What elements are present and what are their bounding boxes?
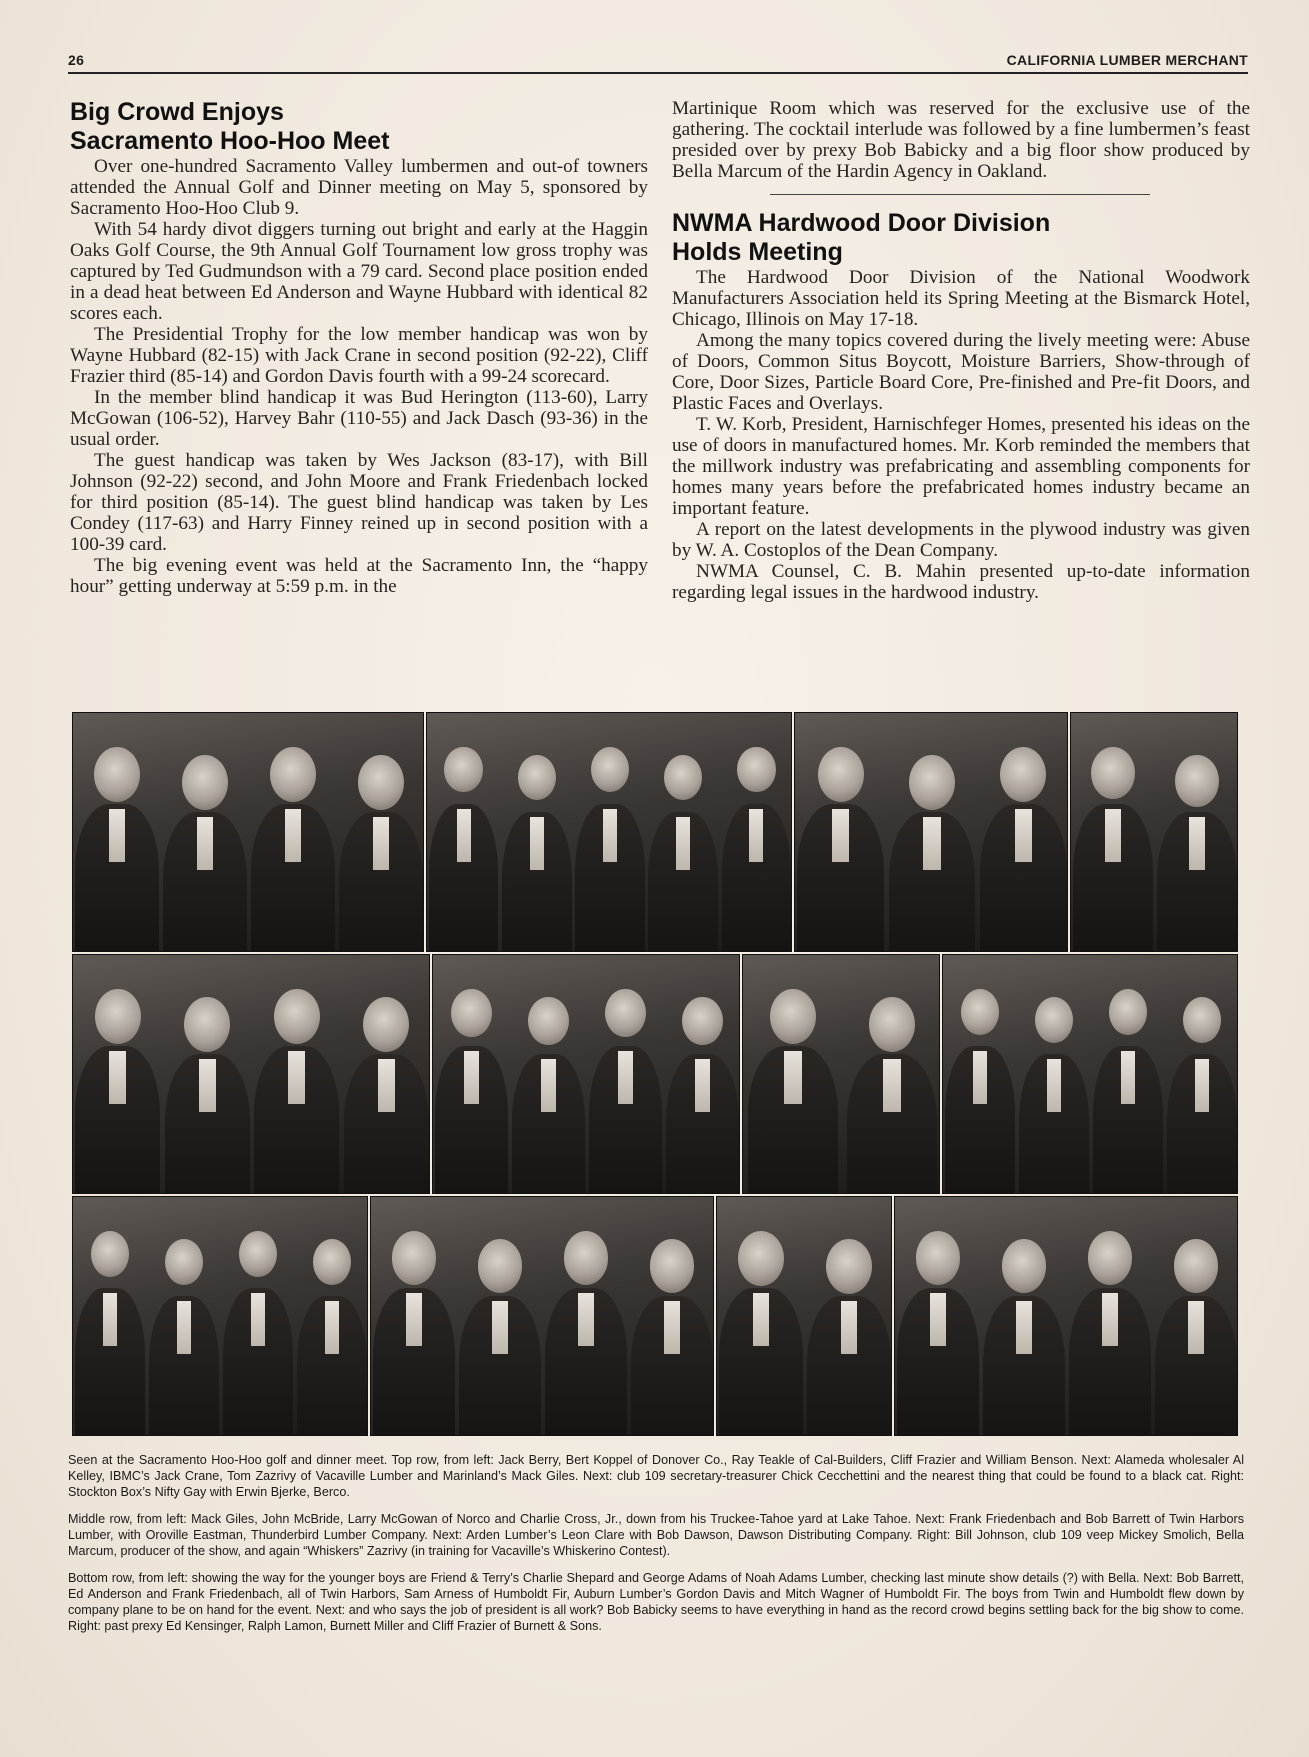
article-divider — [770, 194, 1150, 195]
photo-captions — [68, 1452, 1244, 1645]
article1-headline-line2: Sacramento Hoo-Hoo Meet — [70, 127, 390, 155]
left-column — [70, 98, 648, 597]
page-header — [68, 50, 1248, 74]
article1-paragraph-tail: Martinique Room which was reserved for the exclusive use of the gathering. The cocktail interlude was followed by a fine lumbermen’s feast presided over by prexy Bob Babicky and a big floor show produced by Bella Marcum of the Hardin Agency in Oakland. — [672, 98, 1250, 182]
photo-middle-next-2 — [742, 954, 940, 1194]
article2-headline-line2: Holds Meeting — [672, 238, 843, 266]
photo-bottom-next — [370, 1196, 714, 1436]
caption-bottom-row: Bottom row, from left: showing the way for the younger boys are Friend & Terry’s Charlie Shepard and George Adams of Noah Adams Lumber, checking last minute show details (?) with Bella. Next: Bob Barrett, Ed Anderson and Frank Friedenbach, all of Twin Harbors, Sam Arness of Humboldt Fir, Auburn Lumber’s Gordon Davis and Mitch Wagner of Humboldt Fir. The boys from Twin and Humboldt flew down by company plane to be on hand for the event. Next: and who says the job of president is all work? Bob Babicky seems to have everything in hand as the record crowd begins settling back for the big show to come. Right: past prexy Ed Kensinger, Ralph Lamon, Burnett Miller and Cliff Frazier of Burnett & Sons. — [68, 1571, 1244, 1633]
publication-name: CALIFORNIA LUMBER MERCHANT — [1006, 52, 1248, 68]
article2-paragraph: Among the many topics covered during the lively meeting were: Abuse of Doors, Common Situs Boycott, Moisture Barriers, Show-through of Core, Door Sizes, Particle Board Core, Pre-finished and Pre-fit Doors, and Plastic Faces and Overlays. — [672, 330, 1250, 414]
article1-paragraph: The guest handicap was taken by Wes Jackson (83-17), with Bill Johnson (92-22) second, and John Moore and Frank Friedenbach locked for third position (85-14). The guest blind handicap was taken by Les Condey (117-63) and Harry Finney reined up in second position with a 100-39 card. — [70, 450, 648, 555]
article2-paragraph: T. W. Korb, President, Harnischfeger Homes, presented his ideas on the use of doors in manufactured homes. Mr. Korb reminded the members that the millwork industry was prefabricating and assembling components for homes many years before the prefabricated homes industry became an important feature. — [672, 414, 1250, 519]
article1-headline-line1: Big Crowd Enjoys — [70, 98, 284, 126]
article1-paragraph-continued: The big evening event was held at the Sacramento Inn, the “happy hour” getting underway at 5:59 p.m. in the — [70, 555, 648, 597]
article2-paragraph: NWMA Counsel, C. B. Mahin presented up-to-date information regarding legal issues in the hardwood industry. — [672, 561, 1250, 603]
article2-headline-line1: NWMA Hardwood Door Division — [672, 209, 1051, 237]
article1-paragraph: In the member blind handicap it was Bud Herington (113-60), Larry McGowan (106-52), Harvey Bahr (110-55) and Jack Dasch (93-36) in the usual order. — [70, 387, 648, 450]
photo-bottom-left — [72, 1196, 368, 1436]
article1-paragraph: The Presidential Trophy for the low member handicap was won by Wayne Hubbard (82-15) with Jack Crane in second position (92-22), Cliff Frazier third (85-14) and Gordon Davis fourth with a 99-24 scorecard. — [70, 324, 648, 387]
article2-headline — [672, 209, 1250, 267]
page-number: 26 — [68, 52, 85, 68]
article2-paragraph: The Hardwood Door Division of the National Woodwork Manufacturers Association held its Spring Meeting at the Bismarck Hotel, Chicago, Illinois on May 17-18. — [672, 267, 1250, 330]
caption-top-row: Seen at the Sacramento Hoo-Hoo golf and dinner meet. Top row, from left: Jack Berry, Bert Koppel of Donover Co., Ray Teakle of Cal-Builders, Cliff Frazier and William Benson. Next: Alameda wholesaler Al Kelley, IBMC’s Jack Crane, Tom Zazrivy of Vacaville Lumber and Marinland’s Mack Giles. Next: club 109 secretary-treasurer Chick Cecchettini and the nearest thing that could be found to a black cat. Right: Stockton Box’s Nifty Gay with Erwin Bjerke, Berco. — [68, 1453, 1244, 1499]
photo-top-left — [72, 712, 424, 952]
photo-top-right — [1070, 712, 1238, 952]
photo-middle-right — [942, 954, 1238, 1194]
photo-top-next-2 — [794, 712, 1068, 952]
photo-middle-next — [432, 954, 740, 1194]
article2-paragraph: A report on the latest developments in the plywood industry was given by W. A. Costoplos of the Dean Company. — [672, 519, 1250, 561]
photo-top-next — [426, 712, 792, 952]
caption-middle-row: Middle row, from left: Mack Giles, John McBride, Larry McGowan of Norco and Charlie Cross, Jr., down from his Truckee-Tahoe yard at Lake Tahoe. Next: Frank Friedenbach and Bob Barrett of Twin Harbors Lumber, with Oroville Eastman, Thunderbird Lumber Company. Next: Arden Lumber’s Leon Clare with Bob Dawson, Dawson Distributing Company. Right: Bill Johnson, club 109 veep Mickey Smolich, Bella Marcum, producer of the show, and again “Whiskers” Zazrivy (in training for Vacaville’s Whiskerino Contest). — [68, 1512, 1244, 1558]
article1-paragraph: With 54 hardy divot diggers turning out bright and early at the Haggin Oaks Golf Course, the 9th Annual Golf Tournament low gross trophy was captured by Ted Gudmundson with a 79 card. Second place position ended in a dead heat between Ed Anderson and Wayne Hubbard with identical 82 scores each. — [70, 219, 648, 324]
photo-collage — [72, 712, 1238, 1436]
article1-headline — [70, 98, 648, 156]
photo-bottom-right — [894, 1196, 1238, 1436]
article1-paragraph: Over one-hundred Sacramento Valley lumbermen and out-of towners attended the Annual Golf and Dinner meeting on May 5, sponsored by Sacramento Hoo-Hoo Club 9. — [70, 156, 648, 219]
photo-bottom-next-2 — [716, 1196, 892, 1436]
photo-middle-left — [72, 954, 430, 1194]
right-column — [672, 98, 1250, 603]
